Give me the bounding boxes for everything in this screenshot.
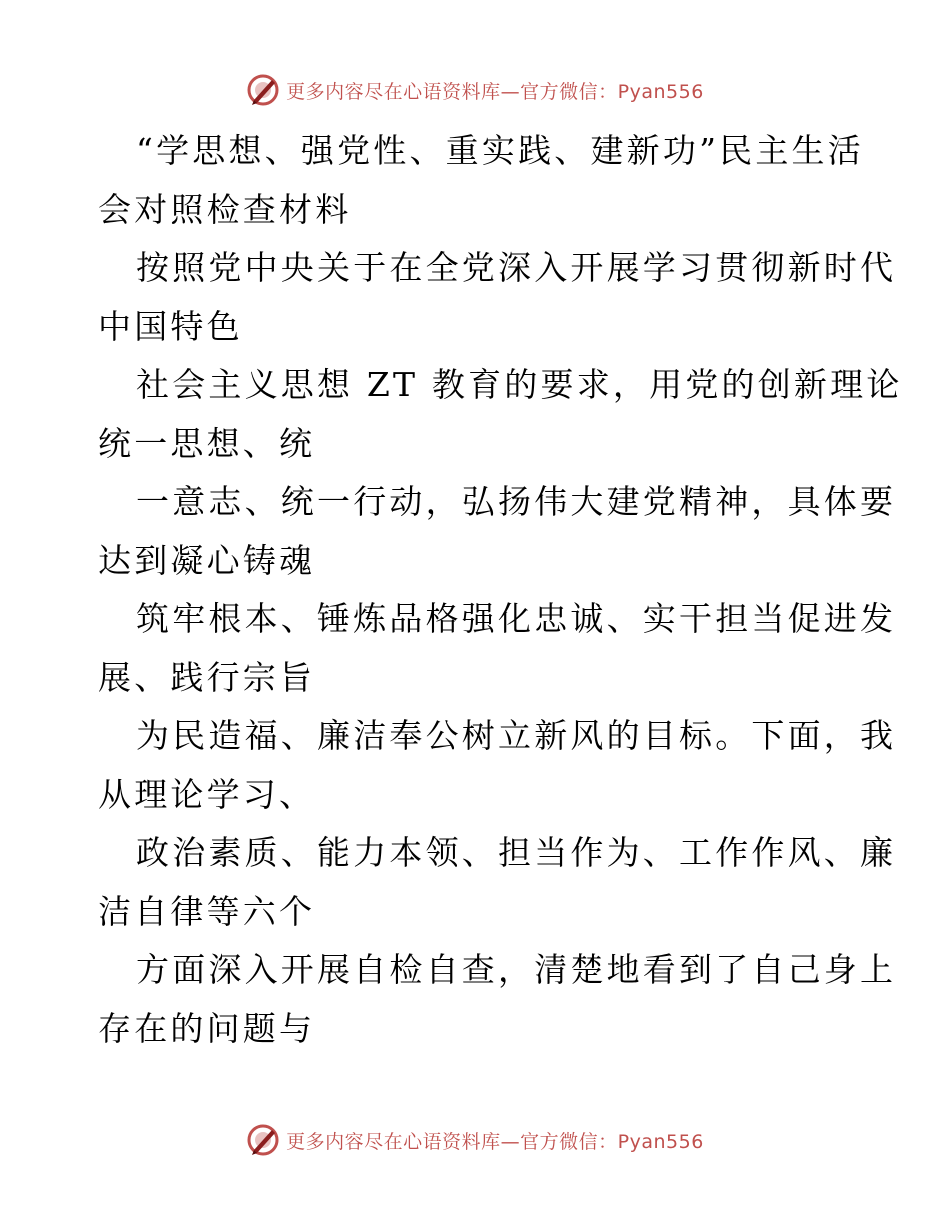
header-banner <box>0 70 950 110</box>
text-line: 洁自律等六个 <box>98 891 316 931</box>
text-line: 统一思想、统 <box>98 423 316 463</box>
text-line: 社会主义思想 ZT 教育的要求，用党的创新理论 <box>136 365 903 404</box>
banner-text: 更多内容尽在心语资料库—官方微信：Pyan556 <box>286 1130 704 1153</box>
footer-banner <box>0 1120 950 1160</box>
text-line: 展、践行宗旨 <box>98 657 316 697</box>
text-line: 按照党中央关于在全党深入开展学习贯彻新时代 <box>136 248 897 287</box>
pen-seal-icon <box>246 1123 280 1157</box>
text-line: “学思想、强党性、重实践、建新功”民主生活 <box>136 131 864 170</box>
banner-text: 更多内容尽在心语资料库—官方微信：Pyan556 <box>286 80 704 103</box>
document-body <box>98 122 903 1058</box>
text-line: 存在的问题与 <box>98 1008 316 1048</box>
pen-seal-icon <box>246 73 280 107</box>
text-line: 达到凝心铸魂 <box>98 540 316 580</box>
text-line: 政治素质、能力本领、担当作为、工作作风、廉 <box>136 833 897 872</box>
text-line: 筑牢根本、锤炼品格强化忠诚、实干担当促进发 <box>136 599 897 638</box>
text-line: 一意志、统一行动，弘扬伟大建党精神，具体要 <box>136 482 897 521</box>
text-line: 会对照检查材料 <box>98 189 352 229</box>
text-line: 从理论学习、 <box>98 774 316 814</box>
text-line: 方面深入开展自检自查，清楚地看到了自己身上 <box>136 950 897 989</box>
text-line: 为民造福、廉洁奉公树立新风的目标。下面，我 <box>136 716 897 755</box>
text-line: 中国特色 <box>98 306 243 346</box>
